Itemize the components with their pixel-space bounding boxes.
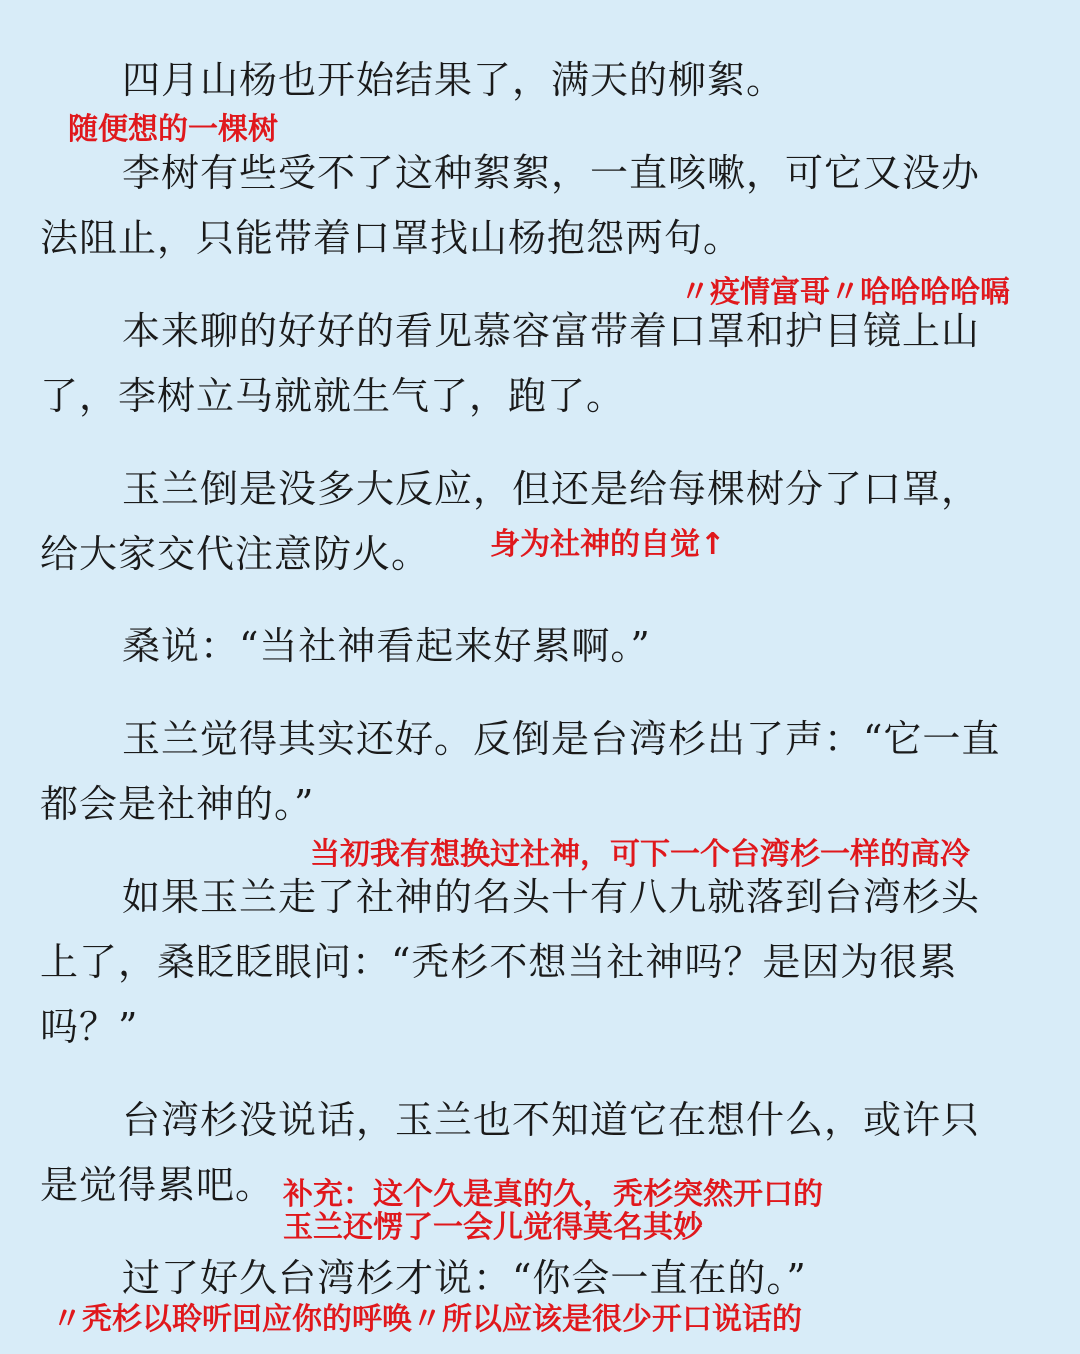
- annotation-reply-call: 〃秃杉以聆听回应你的呼唤〃所以应该是很少开口说话的: [52, 1302, 802, 1337]
- paragraph-3-line-1: 本来聊的好好的看见慕容富带着口罩和护目镜上山: [122, 309, 981, 353]
- paragraph-7-line-1: 如果玉兰走了社神的名头十有八九就落到台湾杉头: [122, 875, 981, 919]
- paragraph-6-line-2: 都会是社神的。”: [40, 782, 315, 826]
- annotation-self-awareness: 身为社神的自觉↑: [490, 527, 726, 562]
- annotation-random-tree: 随便想的一棵树: [68, 112, 278, 147]
- annotation-epidemic-rich: 〃疫情富哥〃哈哈哈哈嗝: [680, 275, 1010, 310]
- paragraph-4-line-2: 给大家交代注意防火。: [40, 532, 431, 576]
- paragraph-3-line-2: 了，李树立马就就生气了，跑了。: [40, 374, 626, 418]
- paragraph-7-line-3: 吗？”: [40, 1005, 139, 1049]
- paragraph-4-line-1: 玉兰倒是没多大反应，但还是给每棵树分了口罩，: [122, 467, 981, 511]
- paragraph-9-line-1: 过了好久台湾杉才说：“你会一直在的。”: [122, 1256, 807, 1300]
- paragraph-2-line-2: 法阻止，只能带着口罩找山杨抱怨两句。: [40, 216, 743, 260]
- paragraph-8-line-1: 台湾杉没说话，玉兰也不知道它在想什么，或许只: [122, 1098, 981, 1142]
- paragraph-8-line-2: 是觉得累吧。: [40, 1163, 275, 1207]
- paragraph-7-line-2: 上了，桑眨眨眼问：“秃杉不想当社神吗？是因为很累: [40, 940, 958, 984]
- paragraph-5-line-1: 桑说：“当社神看起来好累啊。”: [122, 624, 651, 668]
- paragraph-6-line-1: 玉兰觉得其实还好。反倒是台湾杉出了声：“它一直: [122, 717, 1001, 761]
- annotation-change-god: 当初我有想换过社神，可下一个台湾杉一样的高冷: [310, 837, 970, 872]
- annotation-supplement-line-2: 玉兰还愣了一会儿觉得莫名其妙: [283, 1210, 703, 1245]
- annotation-supplement-line-1: 补充：这个久是真的久，秃杉突然开口的: [283, 1177, 823, 1212]
- paragraph-1-line-1: 四月山杨也开始结果了，满天的柳絮。: [122, 58, 786, 102]
- paragraph-2-line-1: 李树有些受不了这种絮絮，一直咳嗽，可它又没办: [122, 151, 981, 195]
